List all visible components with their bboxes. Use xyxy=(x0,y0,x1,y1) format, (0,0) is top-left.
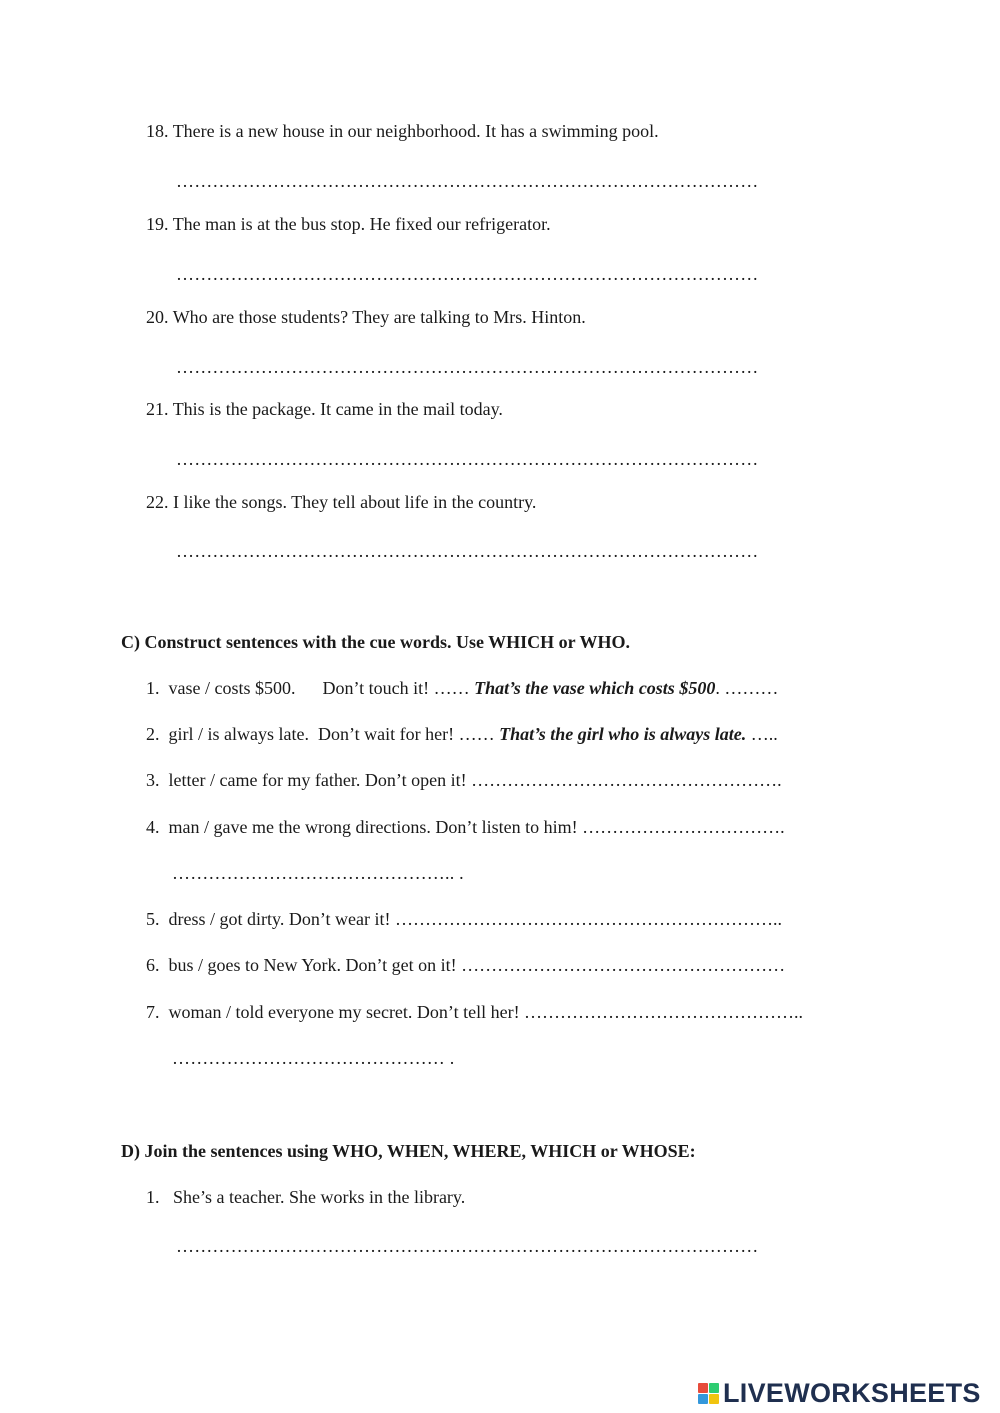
c-item-2-answer[interactable]: That’s the girl who is always late. xyxy=(499,724,747,744)
c-item-3-number: 3. xyxy=(146,770,160,790)
c-item-6-number: 6. xyxy=(146,955,160,975)
c-item-7 xyxy=(146,1001,803,1023)
c-item-7-number: 7. xyxy=(146,1002,160,1022)
section-d-heading: D) Join the sentences using WHO, WHEN, WHERE, WHICH or WHOSE: xyxy=(121,1141,696,1161)
liveworksheets-watermark[interactable] xyxy=(698,1377,981,1409)
answer-line-20[interactable]: …………………………………………………………………………………… xyxy=(176,357,759,377)
c-item-3 xyxy=(146,769,782,791)
c-item-5 xyxy=(146,908,782,930)
c-item-4 xyxy=(146,816,785,838)
d-item-1-text: She’s a teacher. She works in the library. xyxy=(173,1187,466,1207)
d-item-1 xyxy=(146,1186,465,1208)
d-item-1-number: 1. xyxy=(146,1187,160,1207)
liveworksheets-logo-icon xyxy=(698,1383,719,1404)
c-item-1-answer[interactable]: That’s the vase which costs $500 xyxy=(474,678,716,698)
c-item-2 xyxy=(146,723,778,745)
item-18-text: 18. There is a new house in our neighborhood. It has a swimming pool. xyxy=(146,121,659,141)
d-answer-line-1[interactable]: …………………………………………………………………………………… xyxy=(176,1236,759,1256)
c-item-1-number: 1. xyxy=(146,678,160,698)
c-item-1-text: vase / costs $500. Don’t touch it! …… xyxy=(168,678,475,698)
c-item-4-text[interactable]: man / gave me the wrong directions. Don’t listen to him! ……………………………. xyxy=(168,817,785,837)
c-item-1-tail: . ……… xyxy=(715,678,779,698)
answer-line-22[interactable]: …………………………………………………………………………………… xyxy=(176,541,759,561)
c-item-5-text[interactable]: dress / got dirty. Don’t wear it! ……………………………………………………….. xyxy=(168,909,782,929)
item-19-text: 19. The man is at the bus stop. He fixed our refrigerator. xyxy=(146,214,551,234)
liveworksheets-brand: LIVEWORKSHEETS xyxy=(723,1377,981,1408)
c-item-4-continuation[interactable]: ……………………………………….. . xyxy=(172,863,464,883)
answer-line-18[interactable]: …………………………………………………………………………………… xyxy=(176,171,759,191)
c-item-2-text: girl / is always late. Don’t wait for her! …… xyxy=(168,724,500,744)
c-item-7-continuation[interactable]: ……………………………………… . xyxy=(172,1048,455,1068)
c-item-6-text[interactable]: bus / goes to New York. Don’t get on it! ……………………………………………… xyxy=(168,955,786,975)
c-item-2-tail: ….. xyxy=(746,724,778,744)
c-item-1 xyxy=(146,677,778,699)
c-item-3-text[interactable]: letter / came for my father. Don’t open it! ……………………………………………. xyxy=(168,770,782,790)
answer-line-19[interactable]: …………………………………………………………………………………… xyxy=(176,264,759,284)
answer-line-21[interactable]: …………………………………………………………………………………… xyxy=(176,449,759,469)
item-21-text: 21. This is the package. It came in the mail today. xyxy=(146,399,503,419)
item-20-text: 20. Who are those students? They are talking to Mrs. Hinton. xyxy=(146,307,586,327)
item-22-text: 22. I like the songs. They tell about life in the country. xyxy=(146,492,537,512)
c-item-4-number: 4. xyxy=(146,817,160,837)
c-item-2-number: 2. xyxy=(146,724,160,744)
c-item-7-text[interactable]: woman / told everyone my secret. Don’t tell her! ……………………………………….. xyxy=(168,1002,804,1022)
c-item-5-number: 5. xyxy=(146,909,160,929)
section-c-heading: C) Construct sentences with the cue words. Use WHICH or WHO. xyxy=(121,632,630,652)
c-item-6 xyxy=(146,954,785,976)
